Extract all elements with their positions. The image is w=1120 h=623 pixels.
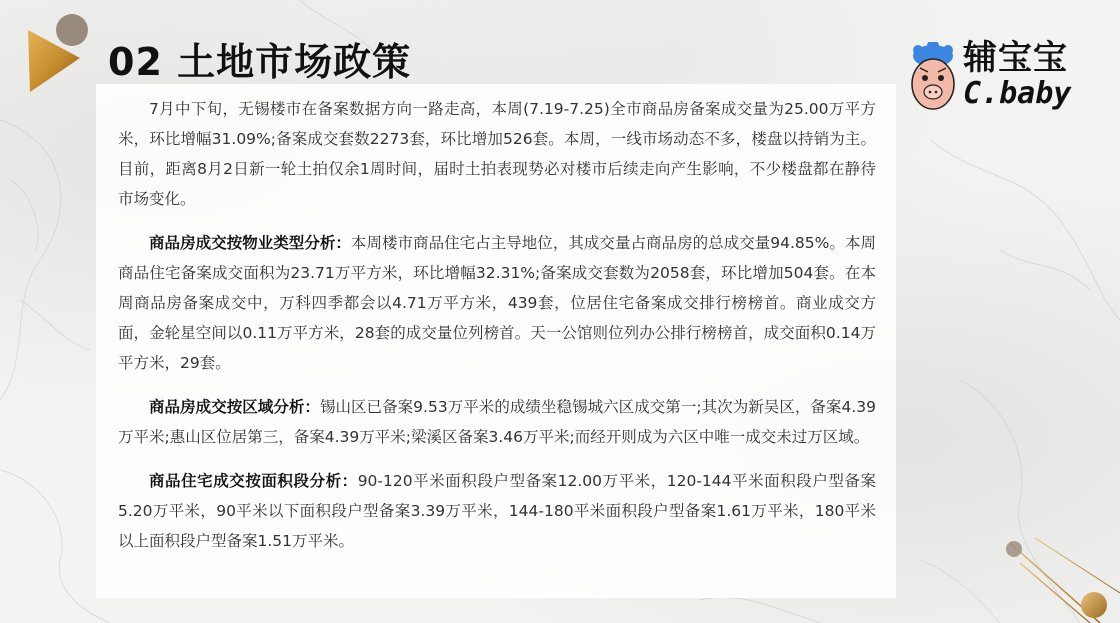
logo-chinese-text: 辅宝宝 — [963, 38, 1068, 78]
paragraph-label: 商品房成交按物业类型分析： — [149, 234, 351, 252]
mascot-icon — [908, 42, 958, 114]
paragraph-text: 7月中下旬，无锡楼市在备案数据方向一路走高，本周(7.19-7.25)全市商品房备案成交量为25.00万平方米，环比增幅31.09%;备案成交套数2273套，环比增加526套。本周，一线市场动态不多，楼盘以持销为主。目前，距离8月2日新一轮土拍仅余1周时间，届时土拍表现势必对楼市后续走向产生影响，不少楼盘都在静待市场变化。 — [118, 100, 876, 208]
paragraph-text: 本周楼市商品住宅占主导地位，其成交量占商品房的总成交量94.85%。本周商品住宅备案成交面积为23.71万平方米，环比增幅32.31%;备案成交套数为2058套，环比增加504套。在本周商品房备案成交中，万科四季都会以4.71万平方米，439套，位居住宅备案成交排行榜榜首。商业成交方面，金轮星空间以0.11万平方米，28套的成交量位列榜首。天一公馆则位列办公排行榜榜首，成交面积0.14万平方米，29套。 — [118, 234, 876, 372]
paragraph-property-type — [118, 228, 876, 378]
paragraph-text: 90-120平米面积段户型备案12.00万平米，120-144平米面积段户型备案5.20万平米，90平米以下面积段户型备案3.39万平米，144-180平米面积段户型备案1.61万平米，180平米以上面积段户型备案1.51万平米。 — [118, 472, 876, 550]
paragraph-text: 锡山区已备案9.53万平米的成绩坐稳锡城六区成交第一;其次为新吴区，备案4.39万平米;惠山区位居第三，备案4.39万平米;梁溪区备案3.46万平米;而经开则成为六区中唯一成交未过万区域。 — [118, 398, 876, 446]
page-title: 02 土地市场政策 — [108, 40, 412, 84]
paragraph-region — [118, 392, 876, 452]
brand-logo — [908, 38, 1088, 114]
paragraph-area-segment — [118, 466, 876, 556]
paragraph-intro — [118, 94, 876, 214]
gold-triangle-decoration — [0, 0, 110, 110]
gold-lines-decoration — [1000, 533, 1120, 623]
paragraph-label: 商品房成交按区域分析： — [149, 398, 320, 416]
logo-english-text: C.baby — [963, 76, 1072, 111]
paragraph-label: 商品住宅成交按面积段分析： — [149, 472, 358, 490]
article-body — [118, 94, 876, 570]
